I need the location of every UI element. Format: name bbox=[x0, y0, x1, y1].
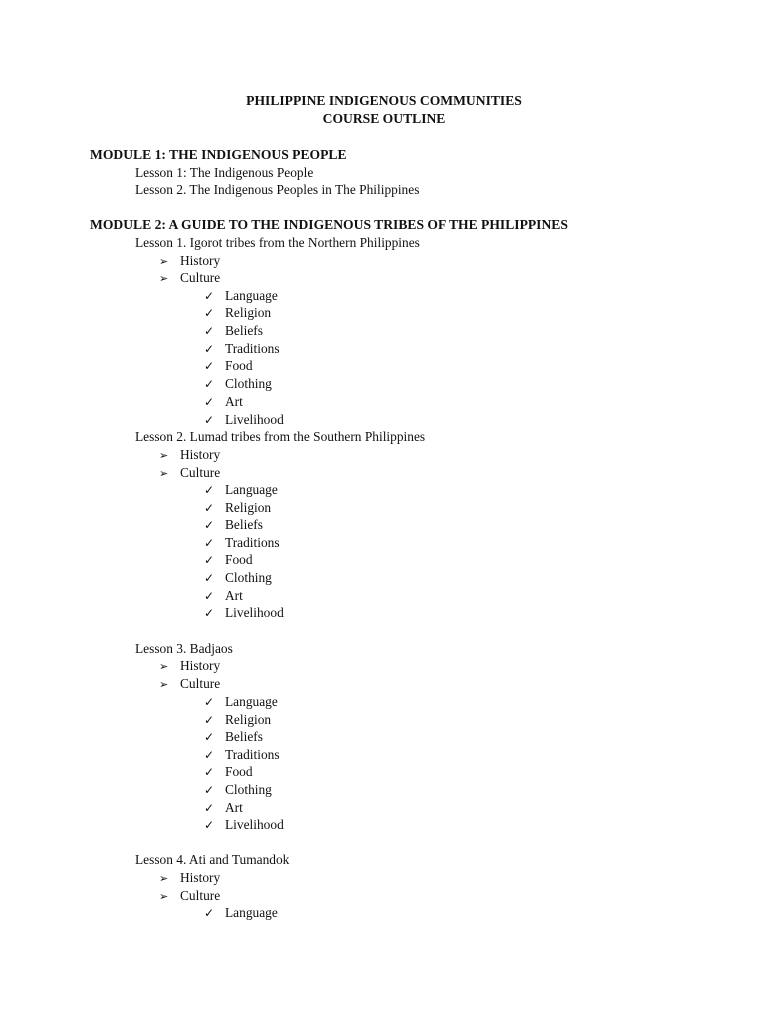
arrowhead-bullet-icon: ➢ bbox=[159, 678, 169, 691]
module-1-heading: MODULE 1: THE INDIGENOUS PEOPLE bbox=[90, 147, 347, 162]
checkmark-icon: ✓ bbox=[204, 342, 215, 356]
checkmark-icon: ✓ bbox=[204, 289, 215, 303]
checkmark-icon: ✓ bbox=[204, 606, 215, 620]
culture-item: ✓ Language bbox=[204, 904, 278, 923]
culture-item: ✓ Beliefs bbox=[204, 516, 263, 535]
checkmark-icon: ✓ bbox=[204, 359, 215, 373]
checkmark-icon: ✓ bbox=[204, 748, 215, 762]
culture-item: ✓ Beliefs bbox=[204, 728, 263, 747]
culture-item: ✓ Clothing bbox=[204, 375, 272, 394]
module-1-lesson-1: Lesson 1: The Indigenous People bbox=[135, 165, 314, 180]
culture-item: ✓ Clothing bbox=[204, 569, 272, 588]
culture-item: ✓ Food bbox=[204, 357, 253, 376]
culture-item: ✓ Language bbox=[204, 693, 278, 712]
topic-history: ➢ History bbox=[159, 657, 220, 676]
culture-item: ✓ Livelihood bbox=[204, 604, 284, 623]
lesson-title: Lesson 4. Ati and Tumandok bbox=[135, 852, 290, 867]
checkmark-icon: ✓ bbox=[204, 483, 215, 497]
culture-item: ✓ Religion bbox=[204, 304, 271, 323]
topic-history: ➢ History bbox=[159, 252, 220, 271]
culture-item: ✓ Art bbox=[204, 393, 243, 412]
culture-item: ✓ Art bbox=[204, 587, 243, 606]
arrowhead-bullet-icon: ➢ bbox=[159, 449, 169, 462]
topic-culture: ➢ Culture bbox=[159, 887, 220, 906]
checkmark-icon: ✓ bbox=[204, 571, 215, 585]
lesson-title: Lesson 3. Badjaos bbox=[135, 641, 233, 656]
checkmark-icon: ✓ bbox=[204, 501, 215, 515]
topic-history: ➢ History bbox=[159, 869, 220, 888]
arrowhead-bullet-icon: ➢ bbox=[159, 255, 169, 268]
module-1-lesson-2: Lesson 2. The Indigenous Peoples in The Philippines bbox=[135, 182, 420, 197]
topic-culture: ➢ Culture bbox=[159, 675, 220, 694]
checkmark-icon: ✓ bbox=[204, 730, 215, 744]
checkmark-icon: ✓ bbox=[204, 518, 215, 532]
document-title: PHILIPPINE INDIGENOUS COMMUNITIES bbox=[246, 93, 522, 108]
culture-item: ✓ Clothing bbox=[204, 781, 272, 800]
checkmark-icon: ✓ bbox=[204, 536, 215, 550]
module-2-heading: MODULE 2: A GUIDE TO THE INDIGENOUS TRIBES OF THE PHILIPPINES bbox=[90, 217, 568, 232]
checkmark-icon: ✓ bbox=[204, 589, 215, 603]
culture-item: ✓ Food bbox=[204, 551, 253, 570]
lesson-title: Lesson 1. Igorot tribes from the Northern Philippines bbox=[135, 235, 420, 250]
culture-item: ✓ Food bbox=[204, 763, 253, 782]
checkmark-icon: ✓ bbox=[204, 553, 215, 567]
culture-item: ✓ Traditions bbox=[204, 746, 280, 765]
arrowhead-bullet-icon: ➢ bbox=[159, 872, 169, 885]
culture-item: ✓ Language bbox=[204, 481, 278, 500]
checkmark-icon: ✓ bbox=[204, 783, 215, 797]
checkmark-icon: ✓ bbox=[204, 306, 215, 320]
arrowhead-bullet-icon: ➢ bbox=[159, 467, 169, 480]
topic-culture: ➢ Culture bbox=[159, 269, 220, 288]
culture-item: ✓ Language bbox=[204, 287, 278, 306]
culture-item: ✓ Livelihood bbox=[204, 816, 284, 835]
checkmark-icon: ✓ bbox=[204, 324, 215, 338]
checkmark-icon: ✓ bbox=[204, 765, 215, 779]
arrowhead-bullet-icon: ➢ bbox=[159, 272, 169, 285]
culture-item: ✓ Art bbox=[204, 799, 243, 818]
culture-item: ✓ Traditions bbox=[204, 340, 280, 359]
lesson-title: Lesson 2. Lumad tribes from the Southern Philippines bbox=[135, 429, 426, 444]
arrowhead-bullet-icon: ➢ bbox=[159, 660, 169, 673]
arrowhead-bullet-icon: ➢ bbox=[159, 890, 169, 903]
culture-item: ✓ Religion bbox=[204, 499, 271, 518]
culture-item: ✓ Beliefs bbox=[204, 322, 263, 341]
culture-item: ✓ Religion bbox=[204, 711, 271, 730]
checkmark-icon: ✓ bbox=[204, 713, 215, 727]
topic-culture: ➢ Culture bbox=[159, 464, 220, 483]
checkmark-icon: ✓ bbox=[204, 906, 215, 920]
culture-item: ✓ Traditions bbox=[204, 534, 280, 553]
checkmark-icon: ✓ bbox=[204, 801, 215, 815]
topic-history: ➢ History bbox=[159, 446, 220, 465]
culture-item: ✓ Livelihood bbox=[204, 411, 284, 430]
checkmark-icon: ✓ bbox=[204, 377, 215, 391]
checkmark-icon: ✓ bbox=[204, 395, 215, 409]
checkmark-icon: ✓ bbox=[204, 413, 215, 427]
document-subtitle: COURSE OUTLINE bbox=[322, 111, 446, 126]
checkmark-icon: ✓ bbox=[204, 695, 215, 709]
checkmark-icon: ✓ bbox=[204, 818, 215, 832]
